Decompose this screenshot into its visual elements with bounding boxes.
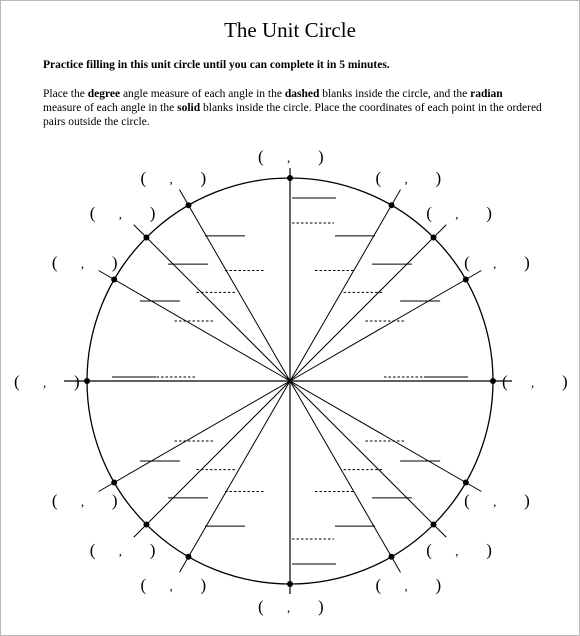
ordered-pair-60 (376, 168, 442, 187)
radius-line-60 (290, 190, 401, 381)
pair-close-paren: ) (486, 540, 492, 560)
pair-close-paren: ) (524, 491, 530, 510)
pair-comma: , (493, 494, 497, 509)
instr-text-2: angle measure of each angle in the (120, 88, 285, 100)
pair-close-paren: ) (149, 203, 156, 223)
pair-open-paren: ( (89, 540, 96, 560)
pair-open-paren: ( (258, 597, 264, 616)
pair-comma: , (118, 543, 122, 559)
pair-close-paren: ) (318, 597, 324, 616)
pair-open-paren: ( (140, 168, 147, 188)
pair-open-paren: ( (375, 575, 382, 595)
radius-line-150 (99, 271, 290, 382)
radius-line-315 (290, 381, 446, 537)
pair-comma: , (43, 375, 47, 390)
pair-comma: , (404, 578, 408, 594)
pair-open-paren: ( (51, 253, 58, 272)
pair-open-paren: ( (502, 372, 508, 391)
pair-close-paren: ) (524, 253, 530, 272)
point-45 (431, 234, 437, 240)
ordered-pair-225 (90, 540, 156, 559)
ordered-pair-240 (141, 576, 207, 595)
pair-open-paren: ( (375, 168, 382, 188)
point-90 (287, 175, 293, 181)
instr-text-4: measure of each angle in the (43, 102, 178, 114)
pair-open-paren: ( (89, 203, 96, 223)
ordered-pair-120 (141, 168, 207, 187)
pair-open-paren: ( (464, 491, 470, 510)
pair-close-paren: ) (111, 253, 118, 272)
pair-comma: , (493, 256, 497, 271)
point-225 (143, 522, 149, 528)
radius-line-225 (134, 381, 290, 537)
pair-comma: , (118, 206, 122, 222)
point-210 (111, 480, 117, 486)
pair-close-paren: ) (74, 372, 80, 391)
point-150 (111, 277, 117, 283)
radius-line-30 (290, 271, 481, 382)
ordered-pair-90 (258, 147, 324, 166)
pair-comma: , (455, 543, 459, 559)
pair-comma: , (287, 600, 291, 615)
point-120 (186, 202, 192, 208)
ordered-pair-135 (90, 204, 156, 223)
pair-open-paren: ( (14, 372, 20, 391)
pair-comma: , (531, 375, 535, 390)
point-30 (463, 277, 469, 283)
ordered-pair-330 (464, 491, 530, 510)
pair-comma: , (169, 578, 173, 594)
radius-line-210 (99, 381, 290, 492)
point-300 (389, 554, 395, 560)
point-270 (287, 581, 293, 587)
page-title: The Unit Circle (224, 18, 356, 42)
practice-instruction: Practice filling in this unit circle until you can complete it in 5 minutes. (43, 59, 390, 71)
ordered-pair-270 (258, 597, 324, 616)
pair-comma: , (80, 494, 85, 509)
pair-close-paren: ) (562, 372, 568, 391)
ordered-pair-315 (426, 540, 492, 559)
pair-comma: , (287, 150, 291, 165)
radius-line-240 (180, 381, 291, 572)
pair-close-paren: ) (149, 540, 156, 560)
pair-comma: , (80, 256, 85, 271)
point-240 (186, 554, 192, 560)
pair-close-paren: ) (435, 168, 442, 188)
pair-close-paren: ) (435, 575, 442, 595)
radius-line-135 (134, 225, 290, 381)
pair-open-paren: ( (426, 203, 432, 223)
ordered-pair-150 (52, 253, 118, 272)
instr-text-1: Place the (43, 88, 88, 100)
ordered-pair-30 (464, 253, 530, 272)
pair-comma: , (169, 171, 173, 187)
pair-close-paren: ) (318, 147, 324, 166)
point-135 (143, 234, 149, 240)
instr-text-5: blanks inside the circle. Place the coordinates of each point in the ordered pairs outside the circle. (43, 102, 542, 128)
pair-close-paren: ) (200, 575, 207, 595)
pair-open-paren: ( (140, 575, 147, 595)
point-180 (84, 378, 90, 384)
ordered-pair-45 (426, 204, 492, 223)
radius-line-120 (180, 190, 291, 381)
instr-radian: radian (470, 88, 503, 100)
pair-close-paren: ) (111, 491, 118, 510)
pair-comma: , (455, 206, 459, 222)
ordered-pair-210 (52, 491, 118, 510)
point-315 (431, 522, 437, 528)
radius-line-330 (290, 381, 481, 492)
point-330 (463, 480, 469, 486)
instr-degree: degree (87, 88, 121, 100)
pair-open-paren: ( (426, 540, 432, 560)
pair-comma: , (404, 171, 408, 187)
pair-open-paren: ( (464, 253, 470, 272)
ordered-pair-300 (376, 576, 442, 595)
radius-line-300 (290, 381, 401, 572)
radius-line-45 (290, 225, 446, 381)
pair-close-paren: ) (200, 168, 207, 188)
instr-dashed: dashed (284, 88, 320, 100)
pair-open-paren: ( (51, 491, 58, 510)
instr-text-3: blanks inside the circle, and the (319, 88, 471, 100)
point-0 (490, 378, 496, 384)
pair-close-paren: ) (486, 203, 492, 223)
instr-solid: solid (177, 102, 201, 114)
pair-open-paren: ( (258, 147, 264, 166)
point-60 (389, 202, 395, 208)
